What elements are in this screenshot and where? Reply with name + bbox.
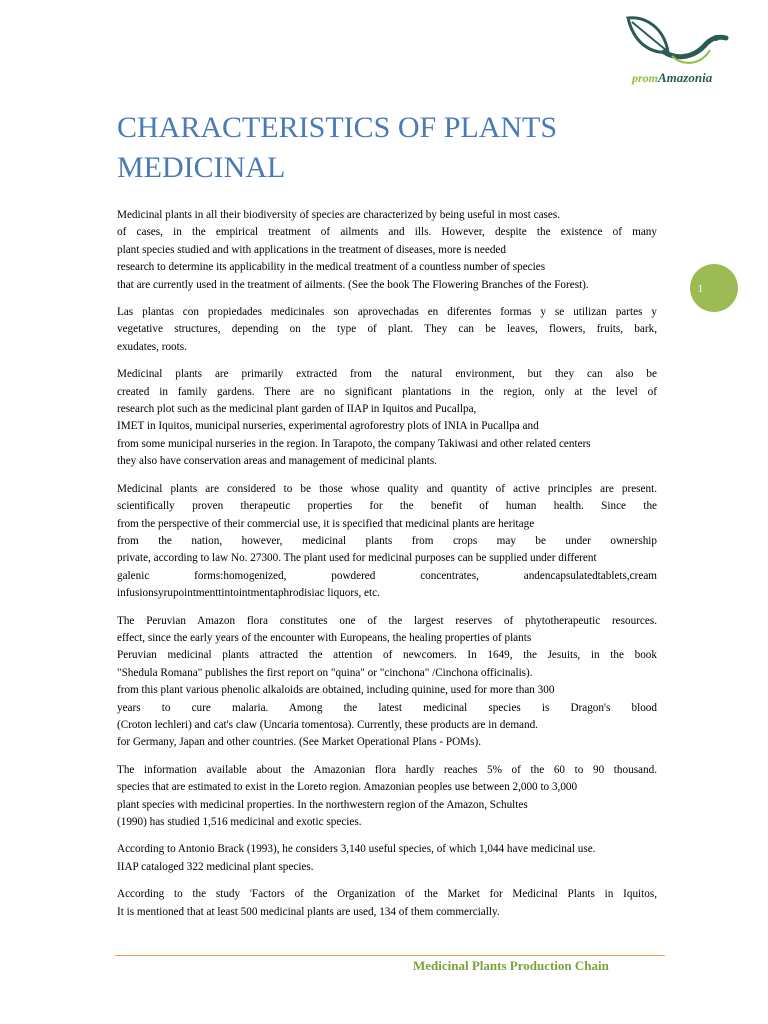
- footer-title: Medicinal Plants Production Chain: [413, 958, 609, 973]
- paragraph-line: of cases, in the empirical treatment of ailments and ills. However, despite the existence of many: [117, 226, 657, 239]
- paragraph-line: that are currently used in the treatment of ailments. (See the book The Flowering Branches of the Forest).: [117, 278, 589, 291]
- document-body: [117, 207, 657, 931]
- paragraph-line: (1990) has studied 1,516 medicinal and exotic species.: [117, 816, 362, 828]
- paragraph-line: for Germany, Japan and other countries. (See Market Operational Plans - POMs).: [117, 736, 482, 749]
- paragraph-line: research plot such as the medicinal plant garden of IIAP in Iquitos and Pucallpa,: [117, 403, 477, 416]
- paragraph: [117, 207, 657, 294]
- paragraph-line: The Peruvian Amazon flora constitutes one of the largest reserves of phytotherapeutic resources.: [117, 614, 657, 627]
- paragraph-line: from the nation, however, medicinal plants from crops may be under ownership: [117, 534, 657, 547]
- promamazonia-logo: [622, 14, 734, 94]
- paragraph: [117, 304, 657, 356]
- paragraph-line: IMET in Iquitos, municipal nurseries, experimental agroforestry plots of INIA in Pucallpa and: [117, 420, 539, 433]
- paragraph-line: (Croton lechleri) and cat's claw (Uncaria tomentosa). Currently, these products are in demand.: [117, 718, 538, 731]
- paragraph-line: Medicinal plants are primarily extracted from the natural environment, but they can also be: [117, 368, 657, 381]
- paragraph-line: scientifically proven therapeutic properties for the benefit of human health. Since the: [117, 500, 657, 513]
- paragraph-line: The information available about the Amazonian flora hardly reaches 5% of the 60 to 90 thousand.: [117, 763, 657, 776]
- paragraph: [117, 886, 657, 921]
- paragraph-line: created in family gardens. There are no significant plantations in the region, only at the level of: [117, 385, 657, 398]
- logo-text: [632, 70, 712, 86]
- title-line-2: MEDICINAL: [117, 151, 286, 184]
- paragraph-line: exudates, roots.: [117, 340, 187, 353]
- paragraph-line: vegetative structures, depending on the type of plant. They can be leaves, flowers, fruits, bark,: [117, 323, 657, 336]
- paragraph-line: "Shedula Romana" publishes the first report on "quina" or "cinchona" /Cinchona officinalis).: [117, 666, 533, 679]
- paragraph-line: from some municipal nurseries in the region. In Tarapoto, the company Takiwasi and other related centers: [117, 437, 591, 450]
- page-number: 1: [698, 284, 703, 295]
- paragraph-line: According to Antonio Brack (1993), he considers 3,140 useful species, of which 1,044 have medicinal use.: [117, 843, 596, 856]
- page-number-badge: [690, 264, 738, 312]
- paragraph-line: infusionsyrupointmenttintointmentaphrodisiac liquors, etc.: [117, 587, 380, 600]
- paragraph-line: Peruvian medicinal plants attracted the attention of newcomers. In 1649, the Jesuits, in the book: [117, 649, 657, 662]
- page-title: [117, 108, 637, 188]
- paragraph: [117, 613, 657, 752]
- paragraph: [117, 366, 657, 470]
- logo-text-amazonia: Amazonia: [658, 70, 713, 85]
- paragraph-line: years to cure malaria. Among the latest medicinal species is Dragon's blood: [117, 701, 657, 714]
- paragraph-line: private, according to law No. 27300. The plant used for medicinal purposes can be supplied under different: [117, 552, 597, 565]
- paragraph-line: Medicinal plants in all their biodiversity of species are characterized by being useful in most cases.: [117, 209, 561, 221]
- paragraph-line: Medicinal plants are considered to be those whose quality and quantity of active principles are present.: [117, 482, 657, 495]
- paragraph-line: plant species studied and with applications in the treatment of diseases, more is needed: [117, 243, 506, 256]
- paragraph-line: species that are estimated to exist in the Loreto region. Amazonian peoples use between 2,000 to 3,000: [117, 781, 578, 794]
- paragraph-line: It is mentioned that at least 500 medicinal plants are used, 134 of them commercially.: [117, 905, 500, 918]
- paragraph-line: According to the study 'Factors of the Organization of the Market for Medicinal Plants in Iquitos,: [117, 888, 657, 901]
- title-line-1: CHARACTERISTICS OF PLANTS: [117, 111, 558, 144]
- paragraph-line: they also have conservation areas and management of medicinal plants.: [117, 455, 437, 468]
- paragraph-line: IIAP cataloged 322 medicinal plant species.: [117, 860, 314, 873]
- paragraph-line: research to determine its applicability in the medical treatment of a countless number of species: [117, 261, 546, 274]
- paragraph: [117, 841, 657, 876]
- paragraph-line: galenic forms:homogenized, powdered concentrates, andencapsulatedtablets,cream: [117, 569, 657, 582]
- logo-text-prom: prom: [632, 71, 659, 85]
- paragraph: [117, 481, 657, 603]
- paragraph-line: effect, since the early years of the encounter with Europeans, the healing properties of plants: [117, 631, 532, 644]
- paragraph: [117, 762, 657, 832]
- leaf-bird-icon: [622, 14, 734, 74]
- paragraph-line: from this plant various phenolic alkaloids are obtained, including quinine, used for more than 300: [117, 684, 555, 697]
- paragraph-line: Las plantas con propiedades medicinales son aprovechadas en diferentes formas y se utilizan partes y: [117, 306, 657, 319]
- footer-divider: [115, 955, 665, 956]
- paragraph-line: from the perspective of their commercial use, it is specified that medicinal plants are heritage: [117, 517, 535, 530]
- paragraph-line: plant species with medicinal properties. In the northwestern region of the Amazon, Schultes: [117, 798, 528, 811]
